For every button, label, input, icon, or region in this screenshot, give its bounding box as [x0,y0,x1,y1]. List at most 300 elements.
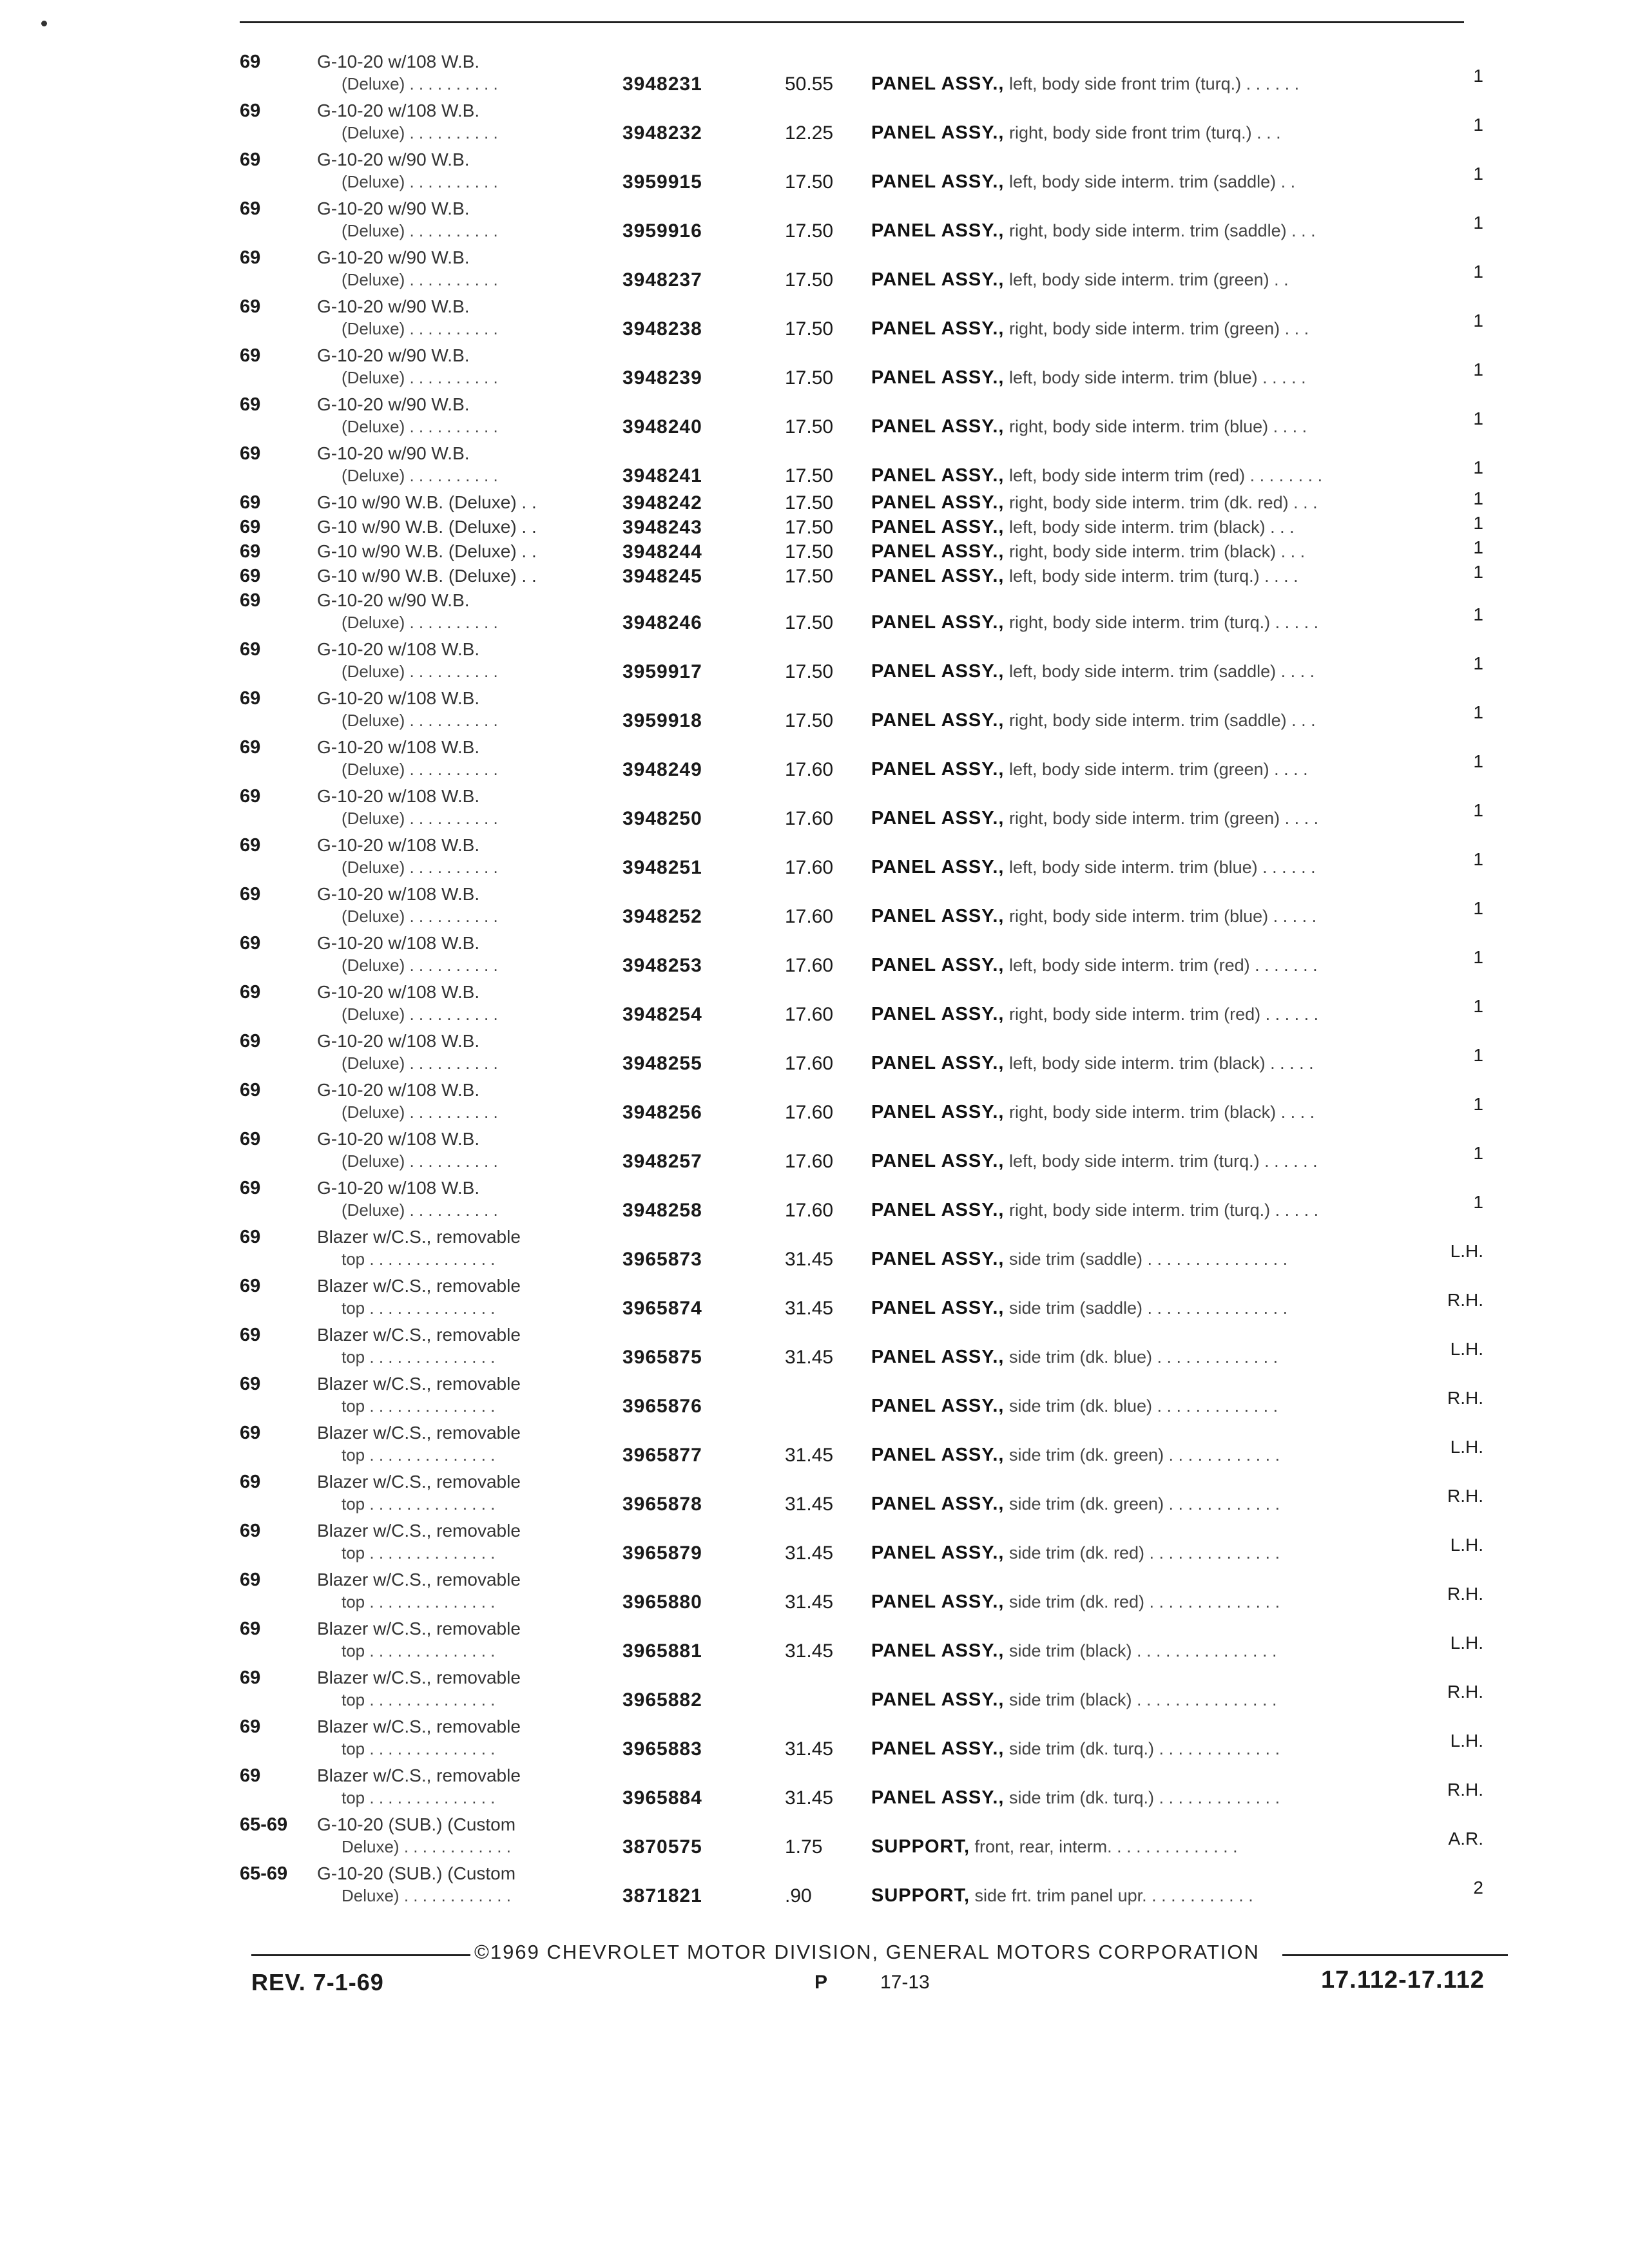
part-item-name: PANEL ASSY., [871,1542,1005,1563]
part-price: 17.50 [785,220,834,242]
part-quantity: 1 [1473,513,1483,533]
model-line: Blazer w/C.S., removable [317,1765,521,1785]
part-number: 3965876 [622,1396,702,1417]
model-line: G-10-20 w/90 W.B. [317,247,470,267]
part-item-name: SUPPORT, [871,1836,970,1857]
part-quantity: 1 [1473,457,1483,477]
part-description [871,1787,1280,1809]
part-number: 3948231 [622,73,702,95]
part-number: 3948257 [622,1151,702,1172]
part-row [0,510,1629,538]
model-line: Blazer w/C.S., removable [317,1716,521,1736]
part-price: 17.60 [785,1053,834,1074]
model-line: G-10-20 (SUB.) (Custom [317,1814,516,1834]
model-subline: Deluxe) . . . . . . . . . . . . [342,1837,511,1856]
part-number: 3965884 [622,1787,702,1809]
model-line: G-10-20 w/90 W.B. [317,443,470,463]
part-description [871,1200,1318,1221]
part-row [0,339,1629,388]
part-item-name: PANEL ASSY., [871,1102,1005,1122]
model-line: G-10-20 w/108 W.B. [317,639,480,659]
part-item-name: PANEL ASSY., [871,710,1005,731]
part-item-detail: left, body side interm. trim (blue) . . . . . [1008,368,1306,387]
part-item-name: PANEL ASSY., [871,517,1005,537]
part-row [0,388,1629,437]
part-item-name: PANEL ASSY., [871,1004,1005,1024]
part-quantity: R.H. [1447,1682,1483,1702]
part-item-name: PANEL ASSY., [871,1689,1005,1710]
part-row [0,1220,1629,1269]
part-description [871,1542,1280,1564]
part-item-detail: left, body side front trim (turq.) . . . . . . [1008,74,1300,93]
part-quantity: 1 [1473,1192,1483,1212]
part-item-detail: side frt. trim panel upr. . . . . . . . . . . . [974,1886,1253,1905]
part-price: 17.50 [785,492,834,514]
part-row [0,192,1629,241]
top-rule [240,21,1464,23]
part-description [871,1738,1280,1760]
part-price: 1.75 [785,1836,823,1858]
part-description [871,1298,1287,1319]
part-item-detail: right, body side interm. trim (blue) . . . . . [1008,907,1317,926]
model-line: G-10-20 w/108 W.B. [317,737,480,757]
model-year: 69 [240,1031,261,1052]
part-number: 3948242 [622,492,702,514]
model-line: Blazer w/C.S., removable [317,1374,521,1394]
part-item-detail: left, body side interm. trim (turq.) . . . . [1008,566,1298,586]
model-subline: top . . . . . . . . . . . . . . [342,1445,496,1465]
part-price: 17.60 [785,1151,834,1172]
model-year: 69 [240,688,261,709]
model-year: 69 [240,639,261,660]
model-subline: top . . . . . . . . . . . . . . [342,1592,496,1611]
part-item-detail: left, body side interm. trim (saddle) . . [1008,172,1296,191]
part-description [871,318,1309,340]
part-price: 17.50 [785,541,834,562]
part-item-detail: side trim (black) . . . . . . . . . . . . . . . [1008,1641,1277,1660]
part-description [871,465,1322,486]
model-line: G-10-20 w/108 W.B. [317,982,480,1002]
part-description [871,1347,1278,1368]
model-year: 69 [240,835,261,856]
model-year: 69 [240,1129,261,1149]
model-year: 69 [240,737,261,758]
part-description [871,1151,1318,1172]
part-number: 3948239 [622,367,702,389]
part-row [0,1171,1629,1220]
part-item-name: PANEL ASSY., [871,1494,1005,1514]
part-quantity: 1 [1473,488,1483,508]
model-year: 69 [240,1570,261,1590]
part-item-name: PANEL ASSY., [871,73,1005,94]
part-number: 3870575 [622,1836,702,1858]
part-item-name: PANEL ASSY., [871,661,1005,682]
model-line: G-10-20 (SUB.) (Custom [317,1863,516,1883]
part-item-name: PANEL ASSY., [871,906,1005,927]
part-price: 17.50 [785,517,834,538]
model-subline: (Deluxe) . . . . . . . . . . [342,956,498,975]
part-row [0,1514,1629,1563]
part-number: 3959918 [622,710,702,731]
part-price: 17.60 [785,759,834,780]
model-year: 69 [240,1178,261,1198]
part-item-detail: right, body side interm. trim (turq.) . . . . . [1008,1200,1319,1220]
part-row [0,682,1629,731]
part-quantity: 1 [1473,66,1483,86]
part-price: 31.45 [785,1591,834,1613]
part-row [0,1612,1629,1661]
part-quantity: L.H. [1450,1633,1483,1653]
part-quantity: 1 [1473,311,1483,331]
model-year: 69 [240,933,261,954]
model-line: G-10-20 w/90 W.B. [317,198,470,218]
part-number: 3948238 [622,318,702,340]
part-description [871,1640,1277,1662]
part-number: 3965875 [622,1347,702,1368]
part-quantity: 1 [1473,164,1483,184]
part-number: 3948256 [622,1102,702,1123]
part-item-detail: left, body side interm. trim (turq.) . . . . . . [1008,1151,1318,1171]
part-row [0,731,1629,780]
model-line: Blazer w/C.S., removable [317,1227,521,1247]
part-price: 17.60 [785,906,834,927]
part-price: 17.60 [785,1102,834,1123]
model-year: 69 [240,517,261,537]
part-price: 17.50 [785,318,834,340]
part-row [0,94,1629,143]
part-quantity: 1 [1473,849,1483,869]
part-quantity: 1 [1473,262,1483,282]
part-item-name: PANEL ASSY., [871,566,1005,586]
model-line: G-10 w/90 W.B. (Deluxe) . . [317,541,537,561]
part-number: 3948254 [622,1004,702,1025]
part-item-detail: left, body side interm. trim (red) . . . . . . . [1008,956,1318,975]
part-item-detail: right, body side interm. trim (saddle) . . . [1008,711,1316,730]
part-item-name: PANEL ASSY., [871,1591,1005,1612]
model-line: Blazer w/C.S., removable [317,1667,521,1687]
part-quantity: 1 [1473,898,1483,918]
model-subline: (Deluxe) . . . . . . . . . . [342,613,498,632]
part-item-detail: side trim (saddle) . . . . . . . . . . . . . . . [1008,1249,1288,1269]
scan-dot [41,21,47,26]
part-quantity: 1 [1473,408,1483,428]
part-item-detail: left, body side interm. trim (saddle) . . . . [1008,662,1315,681]
part-item-name: PANEL ASSY., [871,1445,1005,1465]
part-item-name: PANEL ASSY., [871,857,1005,878]
part-price: 17.60 [785,955,834,976]
part-quantity: 1 [1473,604,1483,624]
part-item-name: PANEL ASSY., [871,269,1005,290]
model-subline: top . . . . . . . . . . . . . . [342,1249,496,1269]
model-subline: (Deluxe) . . . . . . . . . . [342,662,498,681]
model-line: Blazer w/C.S., removable [317,1570,521,1590]
part-quantity: 1 [1473,996,1483,1016]
part-row [0,829,1629,878]
part-quantity: 2 [1473,1878,1483,1898]
part-description [871,1053,1314,1074]
part-number: 3948243 [622,517,702,538]
part-quantity: 1 [1473,1045,1483,1065]
model-line: G-10-20 w/90 W.B. [317,590,470,610]
part-item-detail: side trim (dk. red) . . . . . . . . . . . . . . [1008,1543,1280,1562]
part-item-detail: side trim (dk. blue) . . . . . . . . . . . . . [1008,1396,1278,1416]
part-item-detail: right, body side interm. trim (saddle) . . . [1008,221,1316,240]
model-year: 69 [240,345,261,366]
part-row [0,1857,1629,1906]
part-quantity: R.H. [1447,1290,1483,1310]
model-line: Blazer w/C.S., removable [317,1276,521,1296]
model-subline: (Deluxe) . . . . . . . . . . [342,1004,498,1024]
group-range: 17.112-17.112 [1321,1966,1485,1994]
copyright-line: ©1969 CHEVROLET MOTOR DIVISION, GENERAL MOTORS CORPORATION [474,1941,1260,1963]
part-item-detail: side trim (dk. red) . . . . . . . . . . . . . . [1008,1592,1280,1611]
model-year: 69 [240,52,261,72]
part-quantity: 1 [1473,653,1483,673]
part-price: 31.45 [785,1249,834,1270]
part-price: 50.55 [785,73,834,95]
page-letter: P [815,1972,828,1993]
part-number: 3959917 [622,661,702,682]
model-year: 69 [240,1472,261,1492]
model-subline: top . . . . . . . . . . . . . . [342,1690,496,1709]
part-number: 3948253 [622,955,702,976]
part-item-name: PANEL ASSY., [871,1200,1005,1220]
part-description [871,1885,1253,1907]
model-year: 69 [240,1716,261,1737]
model-subline: (Deluxe) . . . . . . . . . . [342,1053,498,1073]
part-description [871,661,1315,682]
part-price: 31.45 [785,1738,834,1760]
part-price: 31.45 [785,1542,834,1564]
part-number: 3965881 [622,1640,702,1662]
part-quantity: 1 [1473,947,1483,967]
model-line: G-10-20 w/108 W.B. [317,786,480,806]
model-year: 69 [240,247,261,268]
part-price: 31.45 [785,1298,834,1319]
part-description [871,122,1281,144]
part-quantity: 1 [1473,562,1483,582]
part-item-detail: left, body side interm trim (red) . . . . . . . . [1008,466,1323,485]
part-quantity: L.H. [1450,1241,1483,1261]
model-line: Blazer w/C.S., removable [317,1423,521,1443]
part-quantity: 1 [1473,800,1483,820]
part-price: 17.60 [785,1004,834,1025]
part-item-name: PANEL ASSY., [871,122,1005,143]
model-year: 69 [240,1276,261,1296]
part-number: 3948249 [622,759,702,780]
part-row [0,290,1629,339]
part-description [871,710,1316,731]
part-number: 3948252 [622,906,702,927]
part-price: 12.25 [785,122,834,144]
model-subline: (Deluxe) . . . . . . . . . . [342,858,498,877]
part-quantity: L.H. [1450,1535,1483,1555]
model-year: 69 [240,982,261,1003]
part-row [0,143,1629,192]
model-subline: (Deluxe) . . . . . . . . . . [342,221,498,240]
part-item-name: PANEL ASSY., [871,318,1005,339]
model-line: G-10-20 w/108 W.B. [317,1080,480,1100]
model-subline: top . . . . . . . . . . . . . . [342,1347,496,1367]
page-number: 17-13 [880,1972,930,1993]
model-line: Blazer w/C.S., removable [317,1472,521,1492]
part-description [871,171,1295,193]
model-subline: top . . . . . . . . . . . . . . [342,1298,496,1318]
model-year: 69 [240,1667,261,1688]
part-item-detail: side trim (dk. turq.) . . . . . . . . . . . . . [1008,1739,1280,1758]
part-item-name: PANEL ASSY., [871,416,1005,437]
part-description [871,367,1306,389]
part-description [871,955,1318,976]
part-price: 17.50 [785,612,834,633]
part-number: 3948237 [622,269,702,291]
model-subline: top . . . . . . . . . . . . . . [342,1494,496,1514]
model-subline: (Deluxe) . . . . . . . . . . [342,1102,498,1122]
model-year: 69 [240,1423,261,1443]
part-number: 3948250 [622,808,702,829]
part-item-detail: side trim (dk. green) . . . . . . . . . . . . [1008,1445,1280,1465]
model-year: 69 [240,1619,261,1639]
part-item-detail: side trim (dk. blue) . . . . . . . . . . . . . [1008,1347,1278,1367]
part-price: 17.50 [785,367,834,389]
model-line: Blazer w/C.S., removable [317,1325,521,1345]
part-row [0,437,1629,486]
part-row [0,1808,1629,1857]
model-year: 69 [240,296,261,317]
part-row [0,780,1629,829]
part-quantity: R.H. [1447,1388,1483,1408]
model-year: 69 [240,884,261,905]
part-quantity: 1 [1473,751,1483,771]
model-line: G-10-20 w/90 W.B. [317,149,470,169]
part-row [0,559,1629,587]
footer-rule-left [251,1954,470,1956]
part-description [871,1591,1280,1613]
model-line: G-10-20 w/108 W.B. [317,835,480,855]
model-line: G-10 w/90 W.B. (Deluxe) . . [317,566,537,586]
model-line: G-10-20 w/108 W.B. [317,1178,480,1198]
part-description [871,808,1318,829]
part-row [0,1759,1629,1808]
part-number: 3965879 [622,1542,702,1564]
part-row [0,1563,1629,1612]
part-item-name: PANEL ASSY., [871,1640,1005,1661]
part-number: 3948258 [622,1200,702,1221]
model-year: 69 [240,566,261,586]
part-quantity: 1 [1473,1143,1483,1163]
part-row [0,878,1629,927]
part-number: 3965878 [622,1494,702,1515]
part-quantity: 1 [1473,115,1483,135]
part-row [0,486,1629,514]
footer-rule-right [1282,1954,1508,1956]
model-line: G-10-20 w/108 W.B. [317,884,480,904]
part-item-detail: right, body side interm. trim (blue) . . . . [1008,417,1307,436]
part-item-detail: right, body side interm. trim (red) . . . . . . [1008,1004,1319,1024]
part-description [871,759,1308,780]
part-number: 3948244 [622,541,702,562]
part-description [871,1689,1277,1711]
part-quantity: R.H. [1447,1486,1483,1506]
part-description [871,1494,1280,1515]
part-price: 17.50 [785,566,834,587]
part-item-detail: side trim (dk. turq.) . . . . . . . . . . . . . [1008,1788,1280,1807]
part-item-name: PANEL ASSY., [871,1298,1005,1318]
part-number: 3948232 [622,122,702,144]
part-item-name: PANEL ASSY., [871,465,1005,486]
model-line: G-10-20 w/108 W.B. [317,933,480,953]
part-description [871,73,1299,95]
model-subline: (Deluxe) . . . . . . . . . . [342,1200,498,1220]
model-subline: (Deluxe) . . . . . . . . . . [342,907,498,926]
part-item-name: PANEL ASSY., [871,1151,1005,1171]
part-row [0,45,1629,94]
part-price: .90 [785,1885,812,1907]
model-subline: top . . . . . . . . . . . . . . [342,1543,496,1562]
part-item-detail: front, rear, interm. . . . . . . . . . . . . . [974,1837,1238,1856]
model-year: 69 [240,786,261,807]
part-item-detail: right, body side interm. trim (black) . . . . [1008,1102,1315,1122]
model-subline: (Deluxe) . . . . . . . . . . [342,172,498,191]
part-item-name: PANEL ASSY., [871,1396,1005,1416]
part-row [0,1661,1629,1710]
part-description [871,612,1318,633]
part-row [0,1710,1629,1759]
part-number: 3965874 [622,1298,702,1319]
model-line: G-10-20 w/90 W.B. [317,394,470,414]
model-year: 69 [240,101,261,121]
model-subline: (Deluxe) . . . . . . . . . . [342,319,498,338]
part-item-detail: side trim (black) . . . . . . . . . . . . . . . [1008,1690,1277,1709]
model-line: G-10 w/90 W.B. (Deluxe) . . [317,492,537,512]
part-description [871,1836,1238,1858]
part-price: 31.45 [785,1445,834,1466]
part-item-detail: right, body side interm. trim (green) . . . [1008,319,1309,338]
part-price: 17.50 [785,661,834,682]
model-subline: Deluxe) . . . . . . . . . . . . [342,1886,511,1905]
part-number: 3959915 [622,171,702,193]
part-row [0,1416,1629,1465]
model-year: 65-69 [240,1863,288,1884]
part-number: 3965882 [622,1689,702,1711]
part-item-detail: right, body side front trim (turq.) . . . [1008,123,1281,142]
part-quantity: L.H. [1450,1437,1483,1457]
part-price: 17.60 [785,1200,834,1221]
part-item-detail: left, body side interm. trim (black) . . . . . [1008,1053,1314,1073]
model-subline: (Deluxe) . . . . . . . . . . [342,123,498,142]
part-price: 31.45 [785,1787,834,1809]
part-row [0,584,1629,633]
part-description [871,220,1316,242]
part-row [0,927,1629,975]
part-item-name: PANEL ASSY., [871,171,1005,192]
part-item-name: PANEL ASSY., [871,492,1005,513]
model-year: 69 [240,590,261,611]
parts-list [0,45,1629,1906]
model-subline: top . . . . . . . . . . . . . . [342,1739,496,1758]
model-year: 69 [240,492,261,513]
part-price: 17.50 [785,710,834,731]
model-year: 69 [240,198,261,219]
part-row [0,241,1629,290]
part-item-detail: left, body side interm. trim (black) . . . [1008,517,1295,537]
model-line: G-10-20 w/108 W.B. [317,1031,480,1051]
part-number: 3948241 [622,465,702,486]
model-year: 69 [240,149,261,170]
part-row [0,1318,1629,1367]
model-subline: (Deluxe) . . . . . . . . . . [342,74,498,93]
part-item-name: PANEL ASSY., [871,612,1005,633]
